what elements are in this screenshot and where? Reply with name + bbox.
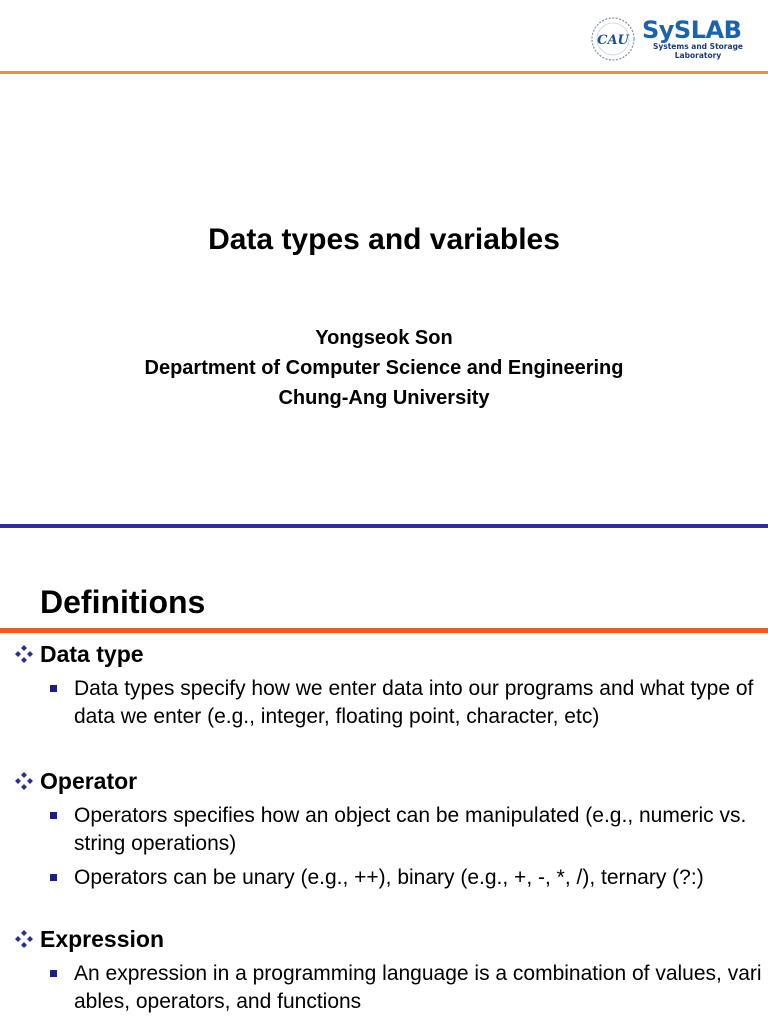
section-heading-expression [14,925,164,953]
square-bullet-icon [50,685,57,692]
bullet-text: An expression in a programming language is a combination of values, variables, operators, and functions [74,962,762,1013]
author-name: Yongseok Son [315,327,453,349]
section-heading-text: Expression [40,926,164,952]
cau-seal-icon [590,16,636,62]
definitions-slide [0,528,768,1024]
section-heading-text: Operator [40,768,138,794]
section-heading-operator [14,767,137,795]
department: Department of Computer Science and Engineering [144,357,624,379]
brand-subtitle [648,42,748,60]
slide-title: Data types and variables [208,223,560,256]
bullet-text: Operators can be unary (e.g., ++), binary (e.g., +, -, *, /), ternary (?:) [74,866,704,889]
syslab-logo [588,14,763,64]
brand-subtitle-line1: Systems and Storage [652,42,744,51]
header-rule [0,71,768,74]
bullet-item [50,960,762,1016]
bullet-item [50,675,762,731]
square-bullet-icon [50,970,57,977]
slide-title: Definitions [40,584,206,620]
section-heading-text: Data type [40,641,144,667]
bullet-item [50,864,762,892]
four-diamond-icon [14,644,34,664]
author-block [0,323,768,413]
brand-subtitle-line2: Laboratory [674,51,722,60]
university: Chung-Ang University [278,387,490,409]
title-rule [0,628,768,633]
bullet-text: Data types specify how we enter data into our programs and what type of data we enter (e.g., integer, floating point, character, etc) [74,677,754,728]
brand-name: SySLAB [642,16,742,44]
bullet-item [50,802,762,858]
bullet-text: Operators specifies how an object can be manipulated (e.g., numeric vs. string operations) [74,804,747,855]
seal-text: CAU [597,33,629,48]
section-heading-data-type [14,640,144,668]
four-diamond-icon [14,771,34,791]
square-bullet-icon [50,874,57,881]
four-diamond-icon [14,929,34,949]
square-bullet-icon [50,812,57,819]
